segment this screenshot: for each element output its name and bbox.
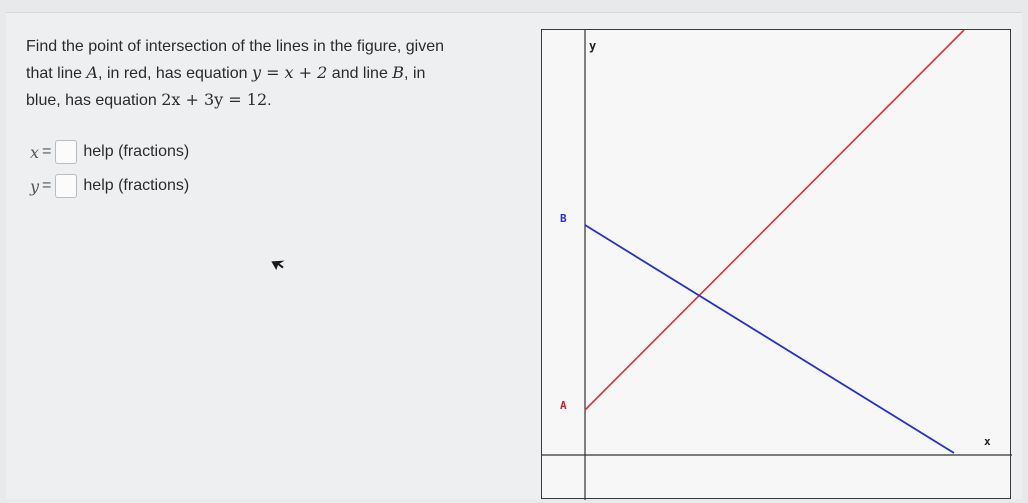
problem-text-2: that line: [26, 65, 87, 82]
problem-text-7: .: [267, 92, 272, 109]
x-equals-sign: =: [42, 143, 52, 160]
problem-text-3: , in red, has equation: [98, 65, 252, 82]
equation-b: 2x + 3y = 12: [161, 90, 268, 109]
graph-svg: [542, 30, 1012, 500]
problem-text-6: blue, has equation: [26, 92, 162, 109]
problem-text-1: Find the point of intersection of the lines in the figure, given: [26, 38, 445, 55]
x-help-fractions-link[interactable]: help (fractions): [83, 143, 190, 160]
problem-text-5: , in: [404, 65, 426, 82]
x-answer-input[interactable]: [55, 140, 77, 164]
y-variable-label: y: [30, 176, 40, 196]
equation-a: y = x + 2: [251, 63, 328, 82]
line-a-name: A: [86, 63, 99, 82]
line-b-name: B: [392, 63, 405, 82]
line-b-label: B: [560, 212, 567, 225]
line-b: [585, 225, 954, 453]
line-a: [585, 30, 964, 410]
graph-figure: [541, 29, 1011, 499]
y-help-fractions-link[interactable]: help (fractions): [83, 177, 190, 194]
line-a-label: A: [560, 399, 567, 412]
problem-text-4: and line: [327, 65, 393, 82]
x-variable-label: x: [30, 142, 40, 162]
y-answer-input[interactable]: [55, 174, 77, 198]
mouse-pointer-icon: [270, 252, 286, 275]
problem-statement: [26, 34, 496, 114]
x-axis-label: x: [984, 435, 991, 448]
y-axis-label: y: [589, 39, 597, 53]
y-equals-sign: =: [42, 177, 52, 194]
answer-row-x: [30, 139, 189, 165]
answer-row-y: [30, 173, 189, 199]
